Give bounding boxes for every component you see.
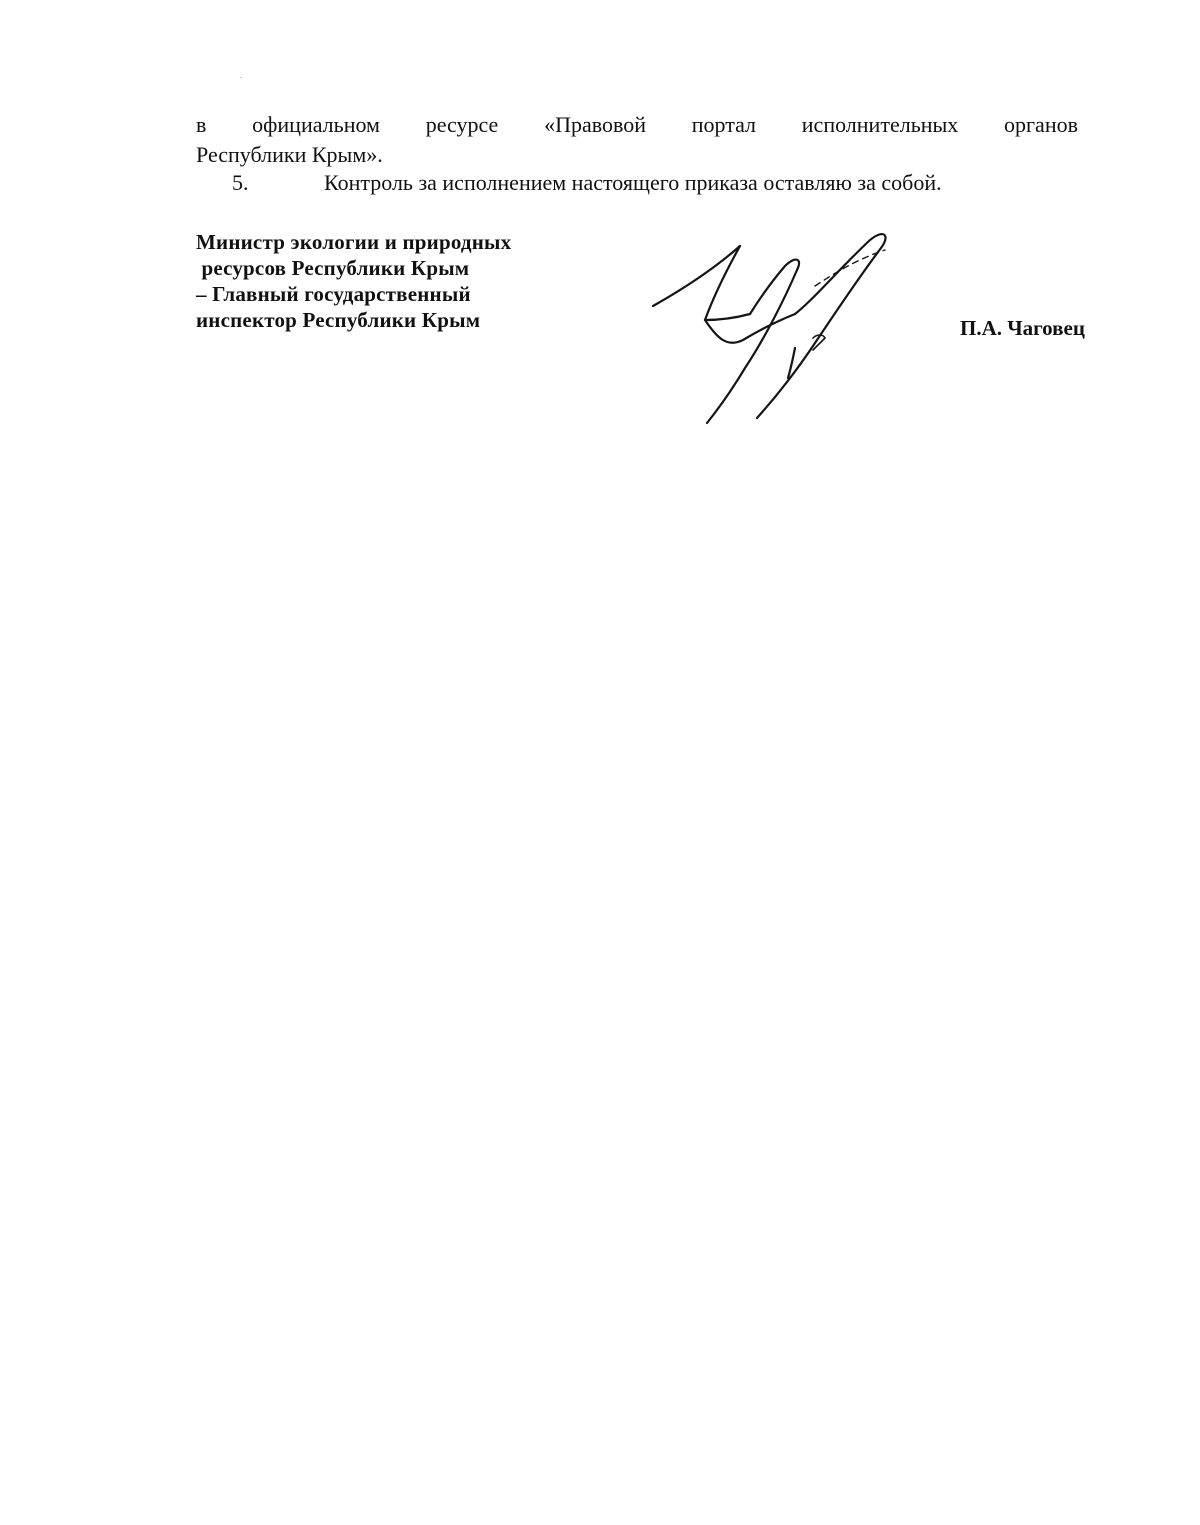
signatory-title-line-2: ресурсов Республики Крым bbox=[196, 256, 470, 280]
paragraph-line-1: в официальном ресурсе «Правовой портал исполнительных органов bbox=[196, 112, 1078, 137]
signer-name: П.А. Чаговец bbox=[960, 316, 1085, 340]
list-item-number: 5. bbox=[232, 170, 249, 195]
handwritten-signature-icon bbox=[645, 228, 905, 428]
signatory-title-line-3: – Главный государственный bbox=[196, 282, 471, 306]
paragraph-continuation bbox=[196, 110, 1078, 170]
paragraph-line-2: Республики Крым». bbox=[196, 142, 383, 167]
signatory-title-line-4: инспектор Республики Крым bbox=[196, 308, 481, 332]
signatory-title-line-1: Министр экологии и природных bbox=[196, 230, 512, 254]
signatory-title bbox=[196, 229, 616, 333]
list-item-text: Контроль за исполнением настоящего приказа оставляю за собой. bbox=[324, 170, 942, 195]
scan-artifact bbox=[240, 77, 242, 78]
list-item-5 bbox=[196, 168, 1096, 198]
